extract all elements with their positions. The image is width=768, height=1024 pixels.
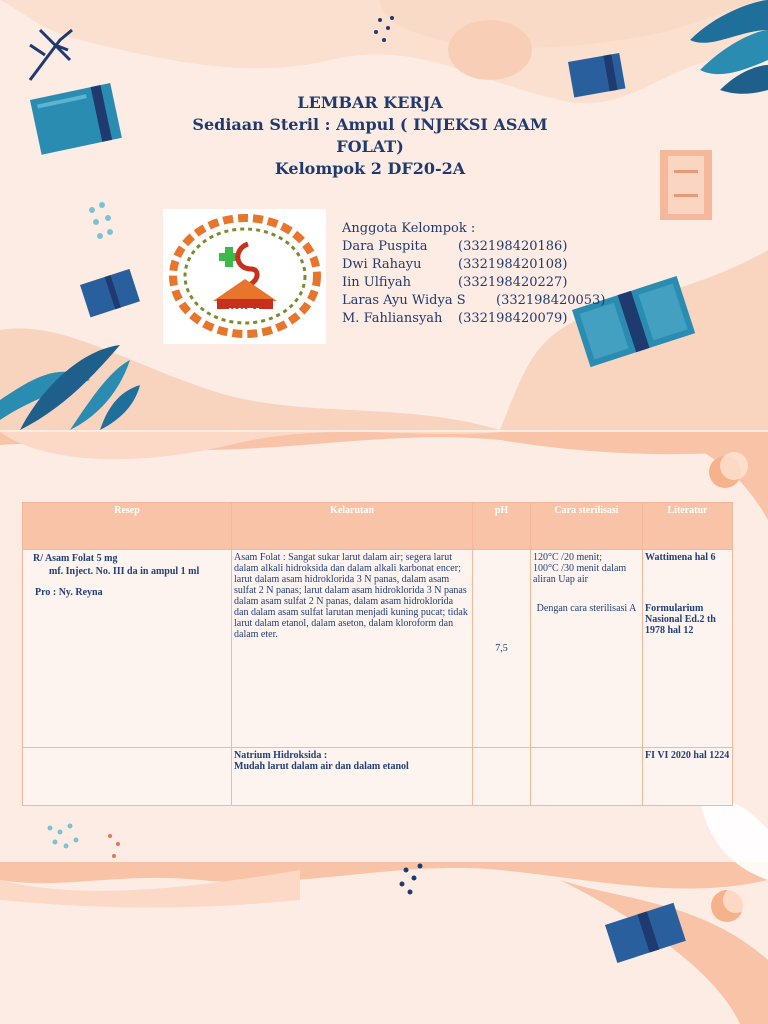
member-row <box>342 310 605 328</box>
logo-text: IKIFA <box>227 306 263 320</box>
resep-cell-empty <box>23 748 232 806</box>
member-nim: (332198420079) <box>458 311 568 326</box>
member-row <box>342 292 605 310</box>
kelarutan-cell <box>232 748 473 806</box>
member-name: Iin Ulfiyah <box>342 275 412 290</box>
member-row <box>342 256 605 274</box>
sterilisasi-line: 100°C /30 menit dalam aliran Uap air <box>533 563 627 585</box>
resep-line: mf. Inject. No. III da in ampul 1 ml <box>49 566 200 577</box>
sterilisasi-cell <box>531 550 643 748</box>
sterilisasi-line: Dengan cara sterilisasi A <box>536 603 637 614</box>
header-literatur: Literatur <box>643 503 733 550</box>
kelarutan-line: Mudah larut dalam air dan dalam etanol <box>234 761 409 772</box>
formulation-table <box>22 502 733 806</box>
table-header-row <box>23 503 733 550</box>
member-nim: (332198420186) <box>458 239 568 254</box>
member-name: Dwi Rahayu <box>342 257 422 272</box>
sterilisasi-cell-empty <box>531 748 643 806</box>
kelarutan-cell: Asam Folat : Sangat sukar larut dalam air; segera larut dalam alkali hidroksida dan dalam alkali karbonat encer; larut dalam asam hidroklorida 3 N panas, dalam asam sulfat 2 N panas; larut dalam asam hidroklorida 3 N panas dalam asam sulfat 2 N panas, dalam asam hidroklorida dan dalam asam sulfat larutan menjadi kuning pucat; tidak larut dalam etanol, dalam aseton, dalam kloroform dan dalam eter. <box>232 550 473 748</box>
member-nim: (332198420227) <box>458 275 568 290</box>
ph-cell-empty <box>473 748 531 806</box>
group-members <box>342 220 605 328</box>
literatur-cell <box>643 550 733 748</box>
member-nim: (332198420053) <box>496 293 606 308</box>
member-nim: (332198420108) <box>458 257 568 272</box>
title-line-2: Sediaan Steril : Ampul ( INJEKSI ASAM FOLAT) <box>192 115 548 156</box>
ikifa-logo <box>163 209 326 344</box>
resep-line: R/ Asam Folat 5 mg <box>33 553 118 564</box>
literatur-cell: FI VI 2020 hal 1224 <box>643 748 733 806</box>
header-ph: pH <box>473 503 531 550</box>
table-row <box>23 748 733 806</box>
ikifa-emblem-icon <box>163 209 326 344</box>
literatur-line: Wattimena hal 6 <box>645 552 716 563</box>
worksheet-title <box>190 92 550 180</box>
ph-cell: 7,5 <box>473 550 531 748</box>
header-kelarutan: Kelarutan <box>232 503 473 550</box>
sterilisasi-line: 120°C /20 menit; <box>533 552 602 563</box>
member-row <box>342 274 605 292</box>
header-cara-sterilisasi: Cara sterilisasi <box>531 503 643 550</box>
header-resep: Resep <box>23 503 232 550</box>
kelarutan-line: Natrium Hidroksida : <box>234 750 328 761</box>
title-line-1: LEMBAR KERJA <box>297 93 443 112</box>
members-heading: Anggota Kelompok : <box>342 221 476 236</box>
resep-cell <box>23 550 232 748</box>
member-row <box>342 238 605 256</box>
member-name: M. Fahliansyah <box>342 311 443 326</box>
resep-line: Pro : Ny. Reyna <box>35 587 103 598</box>
literatur-line: Formularium Nasional Ed.2 th 1978 hal 12 <box>645 603 716 636</box>
table-row <box>23 550 733 748</box>
member-name: Laras Ayu Widya S <box>342 293 466 308</box>
title-line-3: Kelompok 2 DF20-2A <box>274 159 466 178</box>
member-name: Dara Puspita <box>342 239 428 254</box>
